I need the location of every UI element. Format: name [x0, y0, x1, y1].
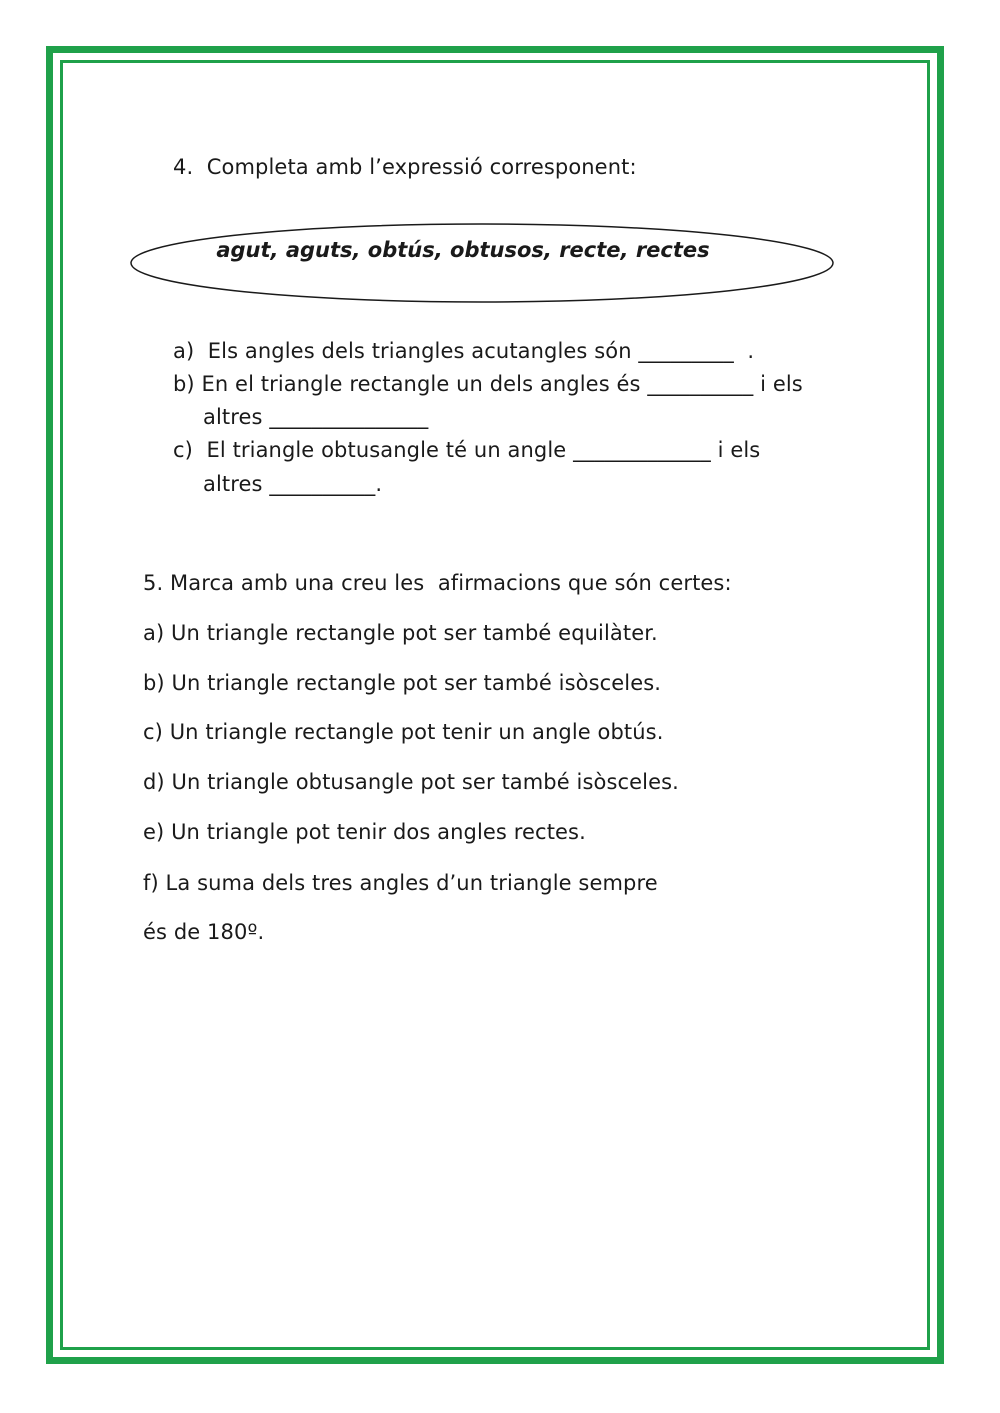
exercise-5-statement-f-cont: és de 180º. — [143, 920, 265, 944]
oval-outline — [128, 220, 838, 306]
exercise-4-item-b: b) En el triangle rectangle un dels angles és __________ i els — [173, 372, 803, 396]
exercise-4-item-c-cont: altres __________. — [203, 472, 383, 496]
exercise-4-item-a: a) Els angles dels triangles acutangles són _________ . — [173, 339, 755, 363]
exercise-5-title: 5. Marca amb una creu les afirmacions que són certes: — [143, 571, 732, 595]
exercise-4-item-b-cont: altres _______________ — [203, 405, 429, 429]
word-bank-text: agut, aguts, obtús, obtusos, recte, rectes — [216, 238, 710, 262]
exercise-5-statement-c: c) Un triangle rectangle pot tenir un angle obtús. — [143, 720, 664, 744]
exercise-4-item-c: c) El triangle obtusangle té un angle _____________ i els — [173, 438, 761, 462]
exercise-5-statement-b: b) Un triangle rectangle pot ser també isòsceles. — [143, 671, 662, 695]
exercise-5-statement-d: d) Un triangle obtusangle pot ser també isòsceles. — [143, 770, 679, 794]
exercise-5-statement-f: f) La suma dels tres angles d’un triangle sempre — [143, 871, 658, 895]
exercise-5-statement-a: a) Un triangle rectangle pot ser també equilàter. — [143, 621, 658, 645]
exercise-5-statement-e: e) Un triangle pot tenir dos angles rectes. — [143, 820, 586, 844]
word-bank-oval — [128, 220, 838, 306]
exercise-4-title: 4. Completa amb l’expressió corresponent: — [173, 155, 637, 179]
